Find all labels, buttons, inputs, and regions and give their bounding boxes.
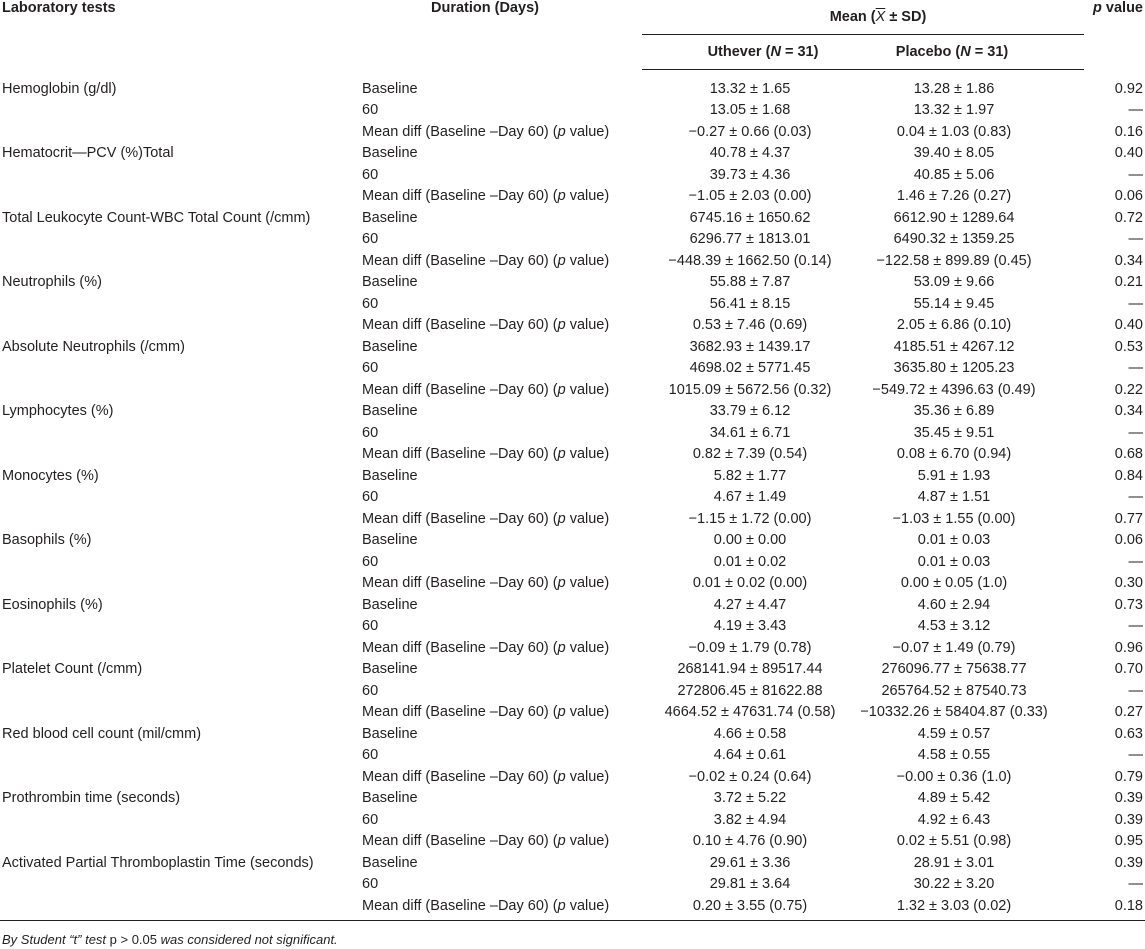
cell-duration: Baseline bbox=[362, 725, 418, 742]
cell-uthever: 39.73 ± 4.36 bbox=[709, 166, 791, 183]
cell-placebo: 30.22 ± 3.20 bbox=[913, 876, 995, 893]
cell-placebo: 0.01 ± 0.03 bbox=[917, 532, 991, 549]
cell-placebo: 40.85 ± 5.06 bbox=[913, 166, 995, 183]
footnote bbox=[2, 932, 338, 947]
cell-p-value: 0.27 bbox=[1114, 704, 1143, 721]
cell-test: Neutrophils (%) bbox=[2, 274, 102, 291]
table-row bbox=[0, 186, 1145, 208]
cell-uthever: −1.05 ± 2.03 (0.00) bbox=[688, 188, 812, 205]
cell-p-value: — bbox=[1128, 618, 1143, 635]
cell-uthever: −0.02 ± 0.24 (0.64) bbox=[688, 768, 812, 785]
table-row bbox=[0, 293, 1145, 315]
cell-uthever: 272806.45 ± 81622.88 bbox=[677, 682, 823, 699]
table-row bbox=[0, 315, 1145, 337]
cell-duration: Baseline bbox=[362, 338, 418, 355]
cell-p-value: 0.39 bbox=[1114, 790, 1143, 807]
cell-test: Activated Partial Thromboplastin Time (seconds) bbox=[2, 854, 314, 871]
table-row bbox=[0, 336, 1145, 358]
cell-uthever: 0.20 ± 3.55 (0.75) bbox=[642, 895, 844, 920]
cell-p-value: 0.39 bbox=[1114, 854, 1143, 871]
cell-duration: Mean diff (Baseline –Day 60) (p value) bbox=[362, 317, 610, 334]
cell-uthever: 0.00 ± 0.00 bbox=[713, 532, 787, 549]
cell-duration: Mean diff (Baseline –Day 60) (p value) bbox=[362, 123, 610, 140]
table-row bbox=[0, 465, 1145, 487]
cell-p-value: — bbox=[1128, 747, 1143, 764]
cell-placebo: 0.08 ± 6.70 (0.94) bbox=[896, 446, 1012, 463]
cell-test bbox=[0, 702, 358, 724]
cell-p-value: 0.06 bbox=[1114, 188, 1143, 205]
cell-p-value: — bbox=[1128, 102, 1143, 119]
cell-uthever: 0.01 ± 0.02 (0.00) bbox=[692, 575, 808, 592]
cell-uthever: 4.19 ± 3.43 bbox=[713, 618, 787, 635]
cell-test bbox=[0, 379, 358, 401]
cell-test: Hemoglobin (g/dl) bbox=[2, 80, 117, 97]
cell-duration: Mean diff (Baseline –Day 60) (p value) bbox=[362, 575, 610, 592]
cell-test: Eosinophils (%) bbox=[2, 596, 103, 613]
table-row bbox=[0, 272, 1145, 294]
table-row bbox=[0, 895, 1145, 920]
cell-duration: 60 bbox=[362, 682, 379, 699]
cell-duration: Mean diff (Baseline –Day 60) (p value) bbox=[362, 188, 610, 205]
table-row bbox=[0, 121, 1145, 143]
cell-placebo: 0.01 ± 0.03 bbox=[917, 553, 991, 570]
footnote-part2: p > 0.05 bbox=[109, 932, 158, 947]
cell-uthever: −0.09 ± 1.79 (0.78) bbox=[688, 639, 812, 656]
cell-placebo: 1.32 ± 3.03 (0.02) bbox=[844, 895, 1084, 920]
cell-p-value: — bbox=[1128, 682, 1143, 699]
table-row bbox=[0, 616, 1145, 638]
cell-placebo: 13.28 ± 1.86 bbox=[913, 80, 995, 97]
cell-p-value: 0.68 bbox=[1114, 446, 1143, 463]
cell-duration: Mean diff (Baseline –Day 60) (p value) bbox=[362, 833, 610, 850]
cell-duration: 60 bbox=[362, 489, 379, 506]
cell-p-value: 0.95 bbox=[1114, 833, 1143, 850]
cell-test bbox=[0, 637, 358, 659]
cell-duration: Mean diff (Baseline –Day 60) (p value) bbox=[362, 252, 610, 269]
cell-p-value: 0.77 bbox=[1114, 510, 1143, 527]
header-p-rest: value bbox=[1101, 0, 1143, 16]
cell-duration: Baseline bbox=[362, 532, 418, 549]
cell-duration: Baseline bbox=[362, 274, 418, 291]
cell-placebo: −10332.26 ± 58404.87 (0.33) bbox=[860, 704, 1048, 721]
cell-uthever: 4.64 ± 0.61 bbox=[713, 747, 787, 764]
cell-placebo: 4.60 ± 2.94 bbox=[917, 596, 991, 613]
cell-duration: 60 bbox=[362, 811, 379, 828]
cell-test bbox=[0, 874, 358, 896]
cell-p-value: — bbox=[1128, 295, 1143, 312]
cell-placebo: 13.32 ± 1.97 bbox=[913, 102, 995, 119]
cell-placebo: 4.53 ± 3.12 bbox=[917, 618, 991, 635]
cell-uthever: 5.82 ± 1.77 bbox=[713, 467, 787, 484]
cell-p-value: 0.34 bbox=[1114, 252, 1143, 269]
table-row bbox=[0, 530, 1145, 552]
cell-p-value: 0.18 bbox=[1084, 895, 1145, 920]
cell-test bbox=[0, 358, 358, 380]
cell-test bbox=[0, 315, 358, 337]
cell-duration: 60 bbox=[362, 618, 379, 635]
table-row bbox=[0, 573, 1145, 595]
cell-test bbox=[0, 444, 358, 466]
cell-test: Absolute Neutrophils (/cmm) bbox=[2, 338, 185, 355]
cell-duration: 60 bbox=[362, 295, 379, 312]
table-row bbox=[0, 250, 1145, 272]
cell-test bbox=[0, 809, 358, 831]
cell-test bbox=[0, 121, 358, 143]
header-duration: Duration (Days) bbox=[431, 0, 539, 16]
cell-duration: 60 bbox=[362, 876, 379, 893]
table-row bbox=[0, 874, 1145, 896]
cell-test: Prothrombin time (seconds) bbox=[2, 790, 181, 807]
cell-test: Lymphocytes (%) bbox=[2, 403, 114, 420]
table-row bbox=[0, 229, 1145, 251]
cell-placebo: 4.87 ± 1.51 bbox=[917, 489, 991, 506]
table-row bbox=[0, 680, 1145, 702]
table-row bbox=[0, 401, 1145, 423]
cell-p-value: 0.40 bbox=[1114, 145, 1143, 162]
cell-placebo: 4.58 ± 0.55 bbox=[917, 747, 991, 764]
cell-test: Platelet Count (/cmm) bbox=[2, 661, 143, 678]
cell-duration: Baseline bbox=[362, 596, 418, 613]
cell-placebo: 4.92 ± 6.43 bbox=[917, 811, 991, 828]
cell-p-value: — bbox=[1128, 166, 1143, 183]
cell-uthever: 1015.09 ± 5672.56 (0.32) bbox=[668, 381, 832, 398]
cell-uthever: 29.81 ± 3.64 bbox=[709, 876, 791, 893]
cell-placebo: 4.59 ± 0.57 bbox=[917, 725, 991, 742]
cell-p-value: 0.73 bbox=[1114, 596, 1143, 613]
cell-p-value: 0.92 bbox=[1114, 80, 1143, 97]
cell-uthever: 29.61 ± 3.36 bbox=[709, 854, 791, 871]
table-row bbox=[0, 487, 1145, 509]
cell-test: Hematocrit—PCV (%)Total bbox=[2, 145, 174, 162]
table-body bbox=[0, 70, 1145, 921]
cell-test bbox=[0, 250, 358, 272]
cell-duration: Mean diff (Baseline –Day 60) (p value) bbox=[362, 768, 610, 785]
cell-uthever: 0.01 ± 0.02 bbox=[713, 553, 787, 570]
table-row bbox=[0, 852, 1145, 874]
cell-p-value: 0.22 bbox=[1114, 381, 1143, 398]
table-row bbox=[0, 659, 1145, 681]
cell-duration: Baseline bbox=[362, 209, 418, 226]
header-placebo-n: N bbox=[960, 44, 971, 60]
cell-p-value: — bbox=[1128, 424, 1143, 441]
cell-p-value: 0.96 bbox=[1114, 639, 1143, 656]
cell-p-value: 0.79 bbox=[1114, 768, 1143, 785]
cell-placebo: 6490.32 ± 1359.25 bbox=[893, 231, 1015, 248]
cell-uthever: −0.27 ± 0.66 (0.03) bbox=[688, 123, 812, 140]
cell-placebo: 1.46 ± 7.26 (0.27) bbox=[896, 188, 1012, 205]
cell-duration: Baseline bbox=[362, 790, 418, 807]
cell-test bbox=[0, 186, 358, 208]
table-row bbox=[0, 70, 1145, 100]
cell-p-value: — bbox=[1128, 489, 1143, 506]
cell-placebo: −0.00 ± 0.36 (1.0) bbox=[896, 768, 1012, 785]
cell-uthever: 3.72 ± 5.22 bbox=[713, 790, 787, 807]
table-row bbox=[0, 594, 1145, 616]
table-row bbox=[0, 766, 1145, 788]
cell-uthever: −1.15 ± 1.72 (0.00) bbox=[688, 510, 812, 527]
table-row bbox=[0, 379, 1145, 401]
cell-test bbox=[0, 293, 358, 315]
cell-uthever: −448.39 ± 1662.50 (0.14) bbox=[668, 252, 832, 269]
table-row bbox=[0, 723, 1145, 745]
cell-test bbox=[0, 487, 358, 509]
cell-placebo: −1.03 ± 1.55 (0.00) bbox=[892, 510, 1016, 527]
cell-duration: Mean diff (Baseline –Day 60) (p value) bbox=[362, 639, 610, 656]
cell-placebo: 265764.52 ± 87540.73 bbox=[881, 682, 1027, 699]
cell-duration: Baseline bbox=[362, 854, 418, 871]
header-mean-xbar: $\overline{X}$ bbox=[875, 9, 886, 25]
cell-uthever: 3682.93 ± 1439.17 bbox=[689, 338, 811, 355]
cell-test bbox=[0, 745, 358, 767]
cell-uthever: 4664.52 ± 47631.74 (0.58) bbox=[664, 704, 836, 721]
cell-uthever: 6745.16 ± 1650.62 bbox=[689, 209, 811, 226]
cell-placebo: −122.58 ± 899.89 (0.45) bbox=[876, 252, 1032, 269]
header-p-letter: p bbox=[1093, 0, 1102, 16]
cell-test: Basophils (%) bbox=[2, 532, 92, 549]
table-row bbox=[0, 809, 1145, 831]
cell-test bbox=[0, 229, 358, 251]
table-row bbox=[0, 207, 1145, 229]
table-row bbox=[0, 164, 1145, 186]
cell-test: Monocytes (%) bbox=[2, 467, 99, 484]
header-laboratory-tests: Laboratory tests bbox=[2, 0, 116, 16]
cell-uthever: 4.66 ± 0.58 bbox=[713, 725, 787, 742]
cell-p-value: 0.30 bbox=[1114, 575, 1143, 592]
table-row bbox=[0, 637, 1145, 659]
cell-test bbox=[0, 895, 358, 920]
cell-p-value: 0.53 bbox=[1114, 338, 1143, 355]
table-row bbox=[0, 100, 1145, 122]
header-mean-suffix: ± SD) bbox=[885, 9, 927, 25]
cell-duration: Baseline bbox=[362, 661, 418, 678]
table-row bbox=[0, 702, 1145, 724]
footnote-part1: By Student “t” test bbox=[2, 932, 110, 947]
cell-uthever: 3.82 ± 4.94 bbox=[713, 811, 787, 828]
cell-test bbox=[0, 422, 358, 444]
cell-uthever: 55.88 ± 7.87 bbox=[709, 274, 791, 291]
table-row bbox=[0, 422, 1145, 444]
cell-placebo: 5.91 ± 1.93 bbox=[917, 467, 991, 484]
cell-duration: 60 bbox=[362, 360, 379, 377]
cell-placebo: −0.07 ± 1.49 (0.79) bbox=[892, 639, 1016, 656]
cell-p-value: 0.06 bbox=[1114, 532, 1143, 549]
cell-duration: Mean diff (Baseline –Day 60) (p value) bbox=[362, 381, 610, 398]
header-p-value bbox=[1084, 0, 1145, 70]
header-uthever-label: Uthever ( bbox=[707, 44, 771, 60]
table-row bbox=[0, 745, 1145, 767]
header-mean bbox=[642, 0, 1084, 35]
cell-duration: Mean diff (Baseline –Day 60) (p value) bbox=[362, 446, 610, 463]
cell-test bbox=[0, 164, 358, 186]
cell-placebo: 3635.80 ± 1205.23 bbox=[893, 360, 1015, 377]
table-row bbox=[0, 788, 1145, 810]
cell-duration: Baseline bbox=[362, 80, 418, 97]
cell-uthever: 13.32 ± 1.65 bbox=[709, 80, 791, 97]
header-uthever-n: N bbox=[770, 44, 781, 60]
cell-p-value: 0.16 bbox=[1114, 123, 1143, 140]
cell-duration: 60 bbox=[362, 553, 379, 570]
table-row bbox=[0, 444, 1145, 466]
cell-test bbox=[0, 831, 358, 853]
cell-placebo: 53.09 ± 9.66 bbox=[913, 274, 995, 291]
cell-test: Red blood cell count (mil/cmm) bbox=[2, 725, 202, 742]
cell-duration: Mean diff (Baseline –Day 60) (p value) bbox=[362, 510, 610, 527]
table-row bbox=[0, 143, 1145, 165]
cell-duration: Mean diff (Baseline –Day 60) (p value) bbox=[358, 895, 642, 920]
cell-p-value: — bbox=[1128, 231, 1143, 248]
header-placebo-eq: = 31) bbox=[970, 44, 1009, 60]
cell-placebo: 28.91 ± 3.01 bbox=[913, 854, 995, 871]
cell-placebo: 4185.51 ± 4267.12 bbox=[893, 338, 1015, 355]
header-uthever bbox=[642, 35, 844, 70]
cell-p-value: — bbox=[1128, 876, 1143, 893]
header-mean-prefix: Mean ( bbox=[829, 9, 876, 25]
cell-uthever: 34.61 ± 6.71 bbox=[709, 424, 791, 441]
cell-duration: 60 bbox=[362, 166, 379, 183]
cell-test bbox=[0, 766, 358, 788]
table-row bbox=[0, 551, 1145, 573]
cell-p-value: 0.70 bbox=[1114, 661, 1143, 678]
cell-uthever: 0.10 ± 4.76 (0.90) bbox=[692, 833, 808, 850]
cell-duration: Baseline bbox=[362, 467, 418, 484]
cell-p-value: 0.72 bbox=[1114, 209, 1143, 226]
cell-duration: 60 bbox=[362, 747, 379, 764]
cell-placebo: 39.40 ± 8.05 bbox=[913, 145, 995, 162]
cell-p-value: 0.84 bbox=[1114, 467, 1143, 484]
cell-p-value: 0.40 bbox=[1114, 317, 1143, 334]
cell-test: Total Leukocyte Count-WBC Total Count (/cmm) bbox=[2, 209, 311, 226]
cell-uthever: 4698.02 ± 5771.45 bbox=[689, 360, 811, 377]
cell-placebo: 35.45 ± 9.51 bbox=[913, 424, 995, 441]
table-row bbox=[0, 831, 1145, 853]
table-row bbox=[0, 508, 1145, 530]
cell-placebo: 276096.77 ± 75638.77 bbox=[881, 661, 1027, 678]
cell-test bbox=[0, 100, 358, 122]
cell-test bbox=[0, 573, 358, 595]
cell-placebo: 6612.90 ± 1289.64 bbox=[893, 209, 1015, 226]
table-row bbox=[0, 358, 1145, 380]
cell-duration: Baseline bbox=[362, 403, 418, 420]
header-uthever-eq: = 31) bbox=[780, 44, 819, 60]
cell-uthever: 6296.77 ± 1813.01 bbox=[689, 231, 811, 248]
cell-placebo: 2.05 ± 6.86 (0.10) bbox=[896, 317, 1012, 334]
cell-duration: Mean diff (Baseline –Day 60) (p value) bbox=[362, 704, 610, 721]
cell-duration: 60 bbox=[362, 424, 379, 441]
cell-duration: 60 bbox=[362, 102, 379, 119]
cell-placebo: −549.72 ± 4396.63 (0.49) bbox=[872, 381, 1036, 398]
cell-test bbox=[0, 551, 358, 573]
cell-test bbox=[0, 508, 358, 530]
cell-duration: Baseline bbox=[362, 145, 418, 162]
cell-uthever: 268141.94 ± 89517.44 bbox=[677, 661, 823, 678]
cell-uthever: 4.27 ± 4.47 bbox=[713, 596, 787, 613]
cell-uthever: 13.05 ± 1.68 bbox=[709, 102, 791, 119]
header-placebo-label: Placebo ( bbox=[895, 44, 961, 60]
cell-p-value: 0.34 bbox=[1114, 403, 1143, 420]
cell-uthever: 4.67 ± 1.49 bbox=[713, 489, 787, 506]
cell-p-value: 0.39 bbox=[1114, 811, 1143, 828]
cell-uthever: 33.79 ± 6.12 bbox=[709, 403, 791, 420]
footnote-part3: was considered not significant. bbox=[157, 932, 338, 947]
table-header bbox=[0, 0, 1145, 70]
cell-placebo: 0.00 ± 0.05 (1.0) bbox=[900, 575, 1008, 592]
header-placebo bbox=[844, 35, 1084, 70]
cell-p-value: 0.21 bbox=[1114, 274, 1143, 291]
cell-uthever: 0.53 ± 7.46 (0.69) bbox=[692, 317, 808, 334]
cell-uthever: 0.82 ± 7.39 (0.54) bbox=[692, 446, 808, 463]
cell-placebo: 35.36 ± 6.89 bbox=[913, 403, 995, 420]
cell-p-value: — bbox=[1128, 360, 1143, 377]
cell-duration: 60 bbox=[362, 231, 379, 248]
cell-p-value: 0.63 bbox=[1114, 725, 1143, 742]
cell-uthever: 56.41 ± 8.15 bbox=[709, 295, 791, 312]
cell-uthever: 40.78 ± 4.37 bbox=[709, 145, 791, 162]
cell-p-value: — bbox=[1128, 553, 1143, 570]
cell-placebo: 0.02 ± 5.51 (0.98) bbox=[896, 833, 1012, 850]
cell-placebo: 55.14 ± 9.45 bbox=[913, 295, 995, 312]
cell-placebo: 4.89 ± 5.42 bbox=[917, 790, 991, 807]
cell-test bbox=[0, 616, 358, 638]
cell-placebo: 0.04 ± 1.03 (0.83) bbox=[896, 123, 1012, 140]
cell-test bbox=[0, 680, 358, 702]
